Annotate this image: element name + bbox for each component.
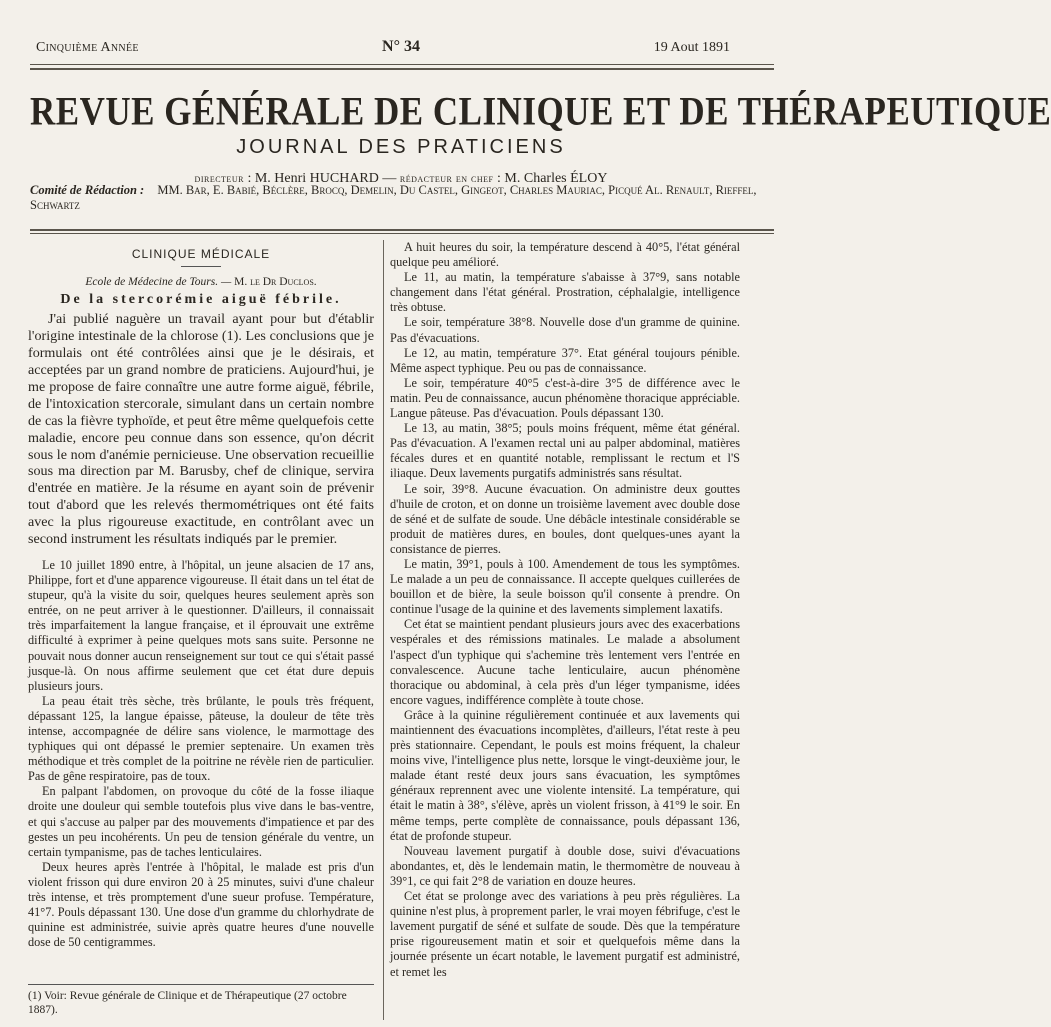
lead-paragraph: J'ai publié naguère un travail ayant pour but d'établir l'origine intestinale de la chlorose (1). Les conclusions que je formulais ont été contrôlées ainsi que je le désirais, et acceptées par un grand nombre de praticiens. Aujourd'hui, je me propose de faire connaître une autre forme aiguë, fébrile, de l'intoxication stercorale, simulant dans un certain nombre de cas la fièvre typhoïde, et peut être même quelquefois cette maladie, encore peu connue dans son essence, qu'on décrit sous le nom d'anémie pernicieuse. Une observation recueillie sous ma direction par M. Barusby, chef de clinique, servira d'entrée en matière. Je la résume en ayant soin de prévenir tout d'abord que les relevés thermométriques ont été faits avec la plus rigoureuse exactitude, en contrôlant avec un second instrument les résultats indiqués par le premier. [28,311,374,548]
article-title: De la stercorémie aiguë fébrile. [60,292,342,308]
header-rule [30,64,774,65]
author-name: M. le Dr Duclos. [234,276,317,289]
lead-text [28,311,374,548]
paragraph: Grâce à la quinine régulièrement continuée et aux lavements qui maintiennent des évacuations incomplètes, d'ailleurs, l'état reste à peu près stationnaire. Cependant, le pouls est moins fréquent, la chaleur moins vive, l'intelligence plus nette, lorsque le vingt-deuxième jour, le malade étant resté deux jours sans évacuation, les symptômes généraux reprennent avec une violente intensité. La température, qui était le matin à 38°, s'élève, après un violent frisson, à 41°9 le soir. En même temps, perte complète de connaissance, pouls dépassant 136, état de profonde stupeur. [390,707,740,843]
paragraph: Le 11, au matin, la température s'abaisse à 37°9, sans notable changement dans l'état général. Prostration, céphalalgie, intelligence très obtuse. [390,270,740,315]
paragraph: Le 10 juillet 1890 entre, à l'hôpital, un jeune alsacien de 17 ans, Philippe, fort et d'une apparence vigoureuse. Il était dans un tel état de stupeur, qu'à la visite du soir, quelques heures seulement après son entrée, on ne peut arriver à le questionner. D'ailleurs, il connaissait très imparfaitement la langue française, et il éprouvait une extrême difficulté à exprimer à peine quelques mots sans suite. Personne ne pouvait nous donner aucun renseignement sur tout ce qui s'était passé jusque-là. On nous affirme seulement que cet état dure depuis plusieurs jours. [28,557,374,693]
paragraph: Le soir, température 38°8. Nouvelle dose d'un gramme de quinine. Pas d'évacuations. [390,315,740,345]
school-name: Ecole de Médecine de Tours. — [85,276,232,289]
editor-label: rédacteur en chef [399,171,494,185]
issue-date: 19 Aout 1891 [653,40,730,55]
paragraph: Le soir, température 40°5 c'est-à-dire 3°5 de différence avec le matin. Peu de connaissance, aucun phénomène thoracique appréciable. Langue pâteuse. Pas d'évacuation. Pouls dépassant 130. [390,375,740,421]
committee-names: MM. Bar, E. Babié, Béclère, Brocq, Demelin, Du Castel, Gingeot, Charles Mauriac, Picqué Al. Renault, Rieffel, Schwartz [30,183,757,212]
section-heading: CLINIQUE MÉDICALE [131,247,271,261]
journal-title: REVUE GÉNÉRALE DE CLINIQUE ET DE THÉRAPEUTIQUE [30,89,1051,134]
footnote-rule [28,984,374,985]
director-name: : M. Henri HUCHARD — [247,171,397,186]
left-body [28,558,374,950]
section-rule [181,266,221,267]
header-rule-thick [30,68,774,70]
editorial-committee [30,183,774,213]
masthead-bottom-rule [30,229,774,231]
editor-name: : M. Charles ÉLOY [497,171,608,186]
paragraph: Cet état se prolonge avec des variations à peu près régulières. La quinine n'est plus, à proprement parler, le vrai moyen fébrifuge, c'est le lavement purgatif de séné et sulfate de soude. Dès que la température prise rigoureusement matin et soir et quelquefois même dans la journée présente un écart notable, le lavement purgatif est administré, et remet les [390,889,740,979]
committee-label: Comité de Rédaction : [30,183,145,197]
masthead-bottom-rule-thin [30,233,774,234]
paragraph: Deux heures après l'entrée à l'hôpital, le malade est pris d'un violent frisson qui dure environ 20 à 25 minutes, suivi d'une chaleur très intense, et très promptement d'une sueur profuse. Température, 41°7. Pouls dépassant 130. Une dose d'un gramme du chlorhydrate de quinine est administrée, suivie après quatre heures d'une nouvelle dose de 50 centigrammes. [28,859,374,950]
paragraph: En palpant l'abdomen, on provoque du côté de la fosse iliaque droite une douleur qui semble toutefois plus vive dans le bas-ventre, et qui s'accuse au palper par des mouvements d'impatience et par des gestes un peu incohérents. Un peu de tension générale du ventre, un certain tympanisme, pas de taches lenticulaires. [28,784,374,859]
article-affiliation [28,275,374,290]
paragraph: Nouveau lavement purgatif à double dose, suivi d'évacuations abondantes, et, dès le lendemain matin, le thermomètre de nouveau à 39°1, ce qui fait 2°8 de variation en douze heures. [390,843,740,888]
paragraph: Le 13, au matin, 38°5; pouls moins fréquent, même état général. Pas d'évacuation. A l'examen rectal uni au palper abdominal, matières fécales dures et en quantité notable, remplissant le rectum et l'S iliaque. Deux lavements purgatifs administrés sans résultat. [390,421,740,481]
paragraph: Le 12, au matin, température 37°. Etat général toujours pénible. Même aspect typhique. Peu ou pas de connaissance. [390,345,740,375]
running-header [36,40,730,62]
director-label: directeur [194,171,244,185]
masthead [30,89,1051,187]
issue-number: N° 34 [382,38,420,55]
left-column [28,240,374,950]
paragraph: La peau était très sèche, très brûlante, le pouls très fréquent, dépassant 125, la langue épaisse, pâteuse, la douleur de tête très intense, accompagnée de délire sans violence, le marmottage des typhiques qui ont dépassé le premier septenaire. Un examen très méthodique et très complet de la poitrine ne révèle rien de particulier. Pas de gêne respiratoire, pas de toux. [28,693,374,784]
paragraph: Cet état se maintient pendant plusieurs jours avec des exacerbations vespérales et des rémissions matinales. Le malade a absolument l'aspect d'un typhique qui s'achemine très lentement vers l'entrée en convalescence. Aucune tache lenticulaire, aucun phénomène thoracique ou abdominal, à cela près d'un léger tympanisme, idées encore vagues, indifférence complète à toute chose. [390,617,740,707]
right-column [390,240,740,980]
edition-label: Cinquième Année [36,40,139,55]
paragraph: Le soir, 39°8. Aucune évacuation. On administre deux gouttes d'huile de croton, et on donne un troisième lavement avec double dose de séné et de sulfate de soude. Une débâcle intestinale considérable se produit de matières dures, en boules, dont quelques-unes ayant la consistance de pierres. [390,481,740,556]
column-separator [383,240,384,1020]
paragraph: A huit heures du soir, la température descend à 40°5, l'état général quelque peu amélioré. [390,240,740,270]
paragraph: Le matin, 39°1, pouls à 100. Amendement de tous les symptômes. Le malade a un peu de connaissance. Il accepte quelques cuillerées de bouillon et de bière, la seule boisson qu'il consente à prendre. On continue l'usage de la quinine et des lavements simplement laxatifs. [390,556,740,617]
footnote-text: (1) Voir: Revue générale de Clinique et de Thérapeutique (27 octobre 1887). [28,990,347,1016]
journal-subtitle: JOURNAL DES PRATICIENS [236,136,566,158]
footnote [28,990,374,1017]
